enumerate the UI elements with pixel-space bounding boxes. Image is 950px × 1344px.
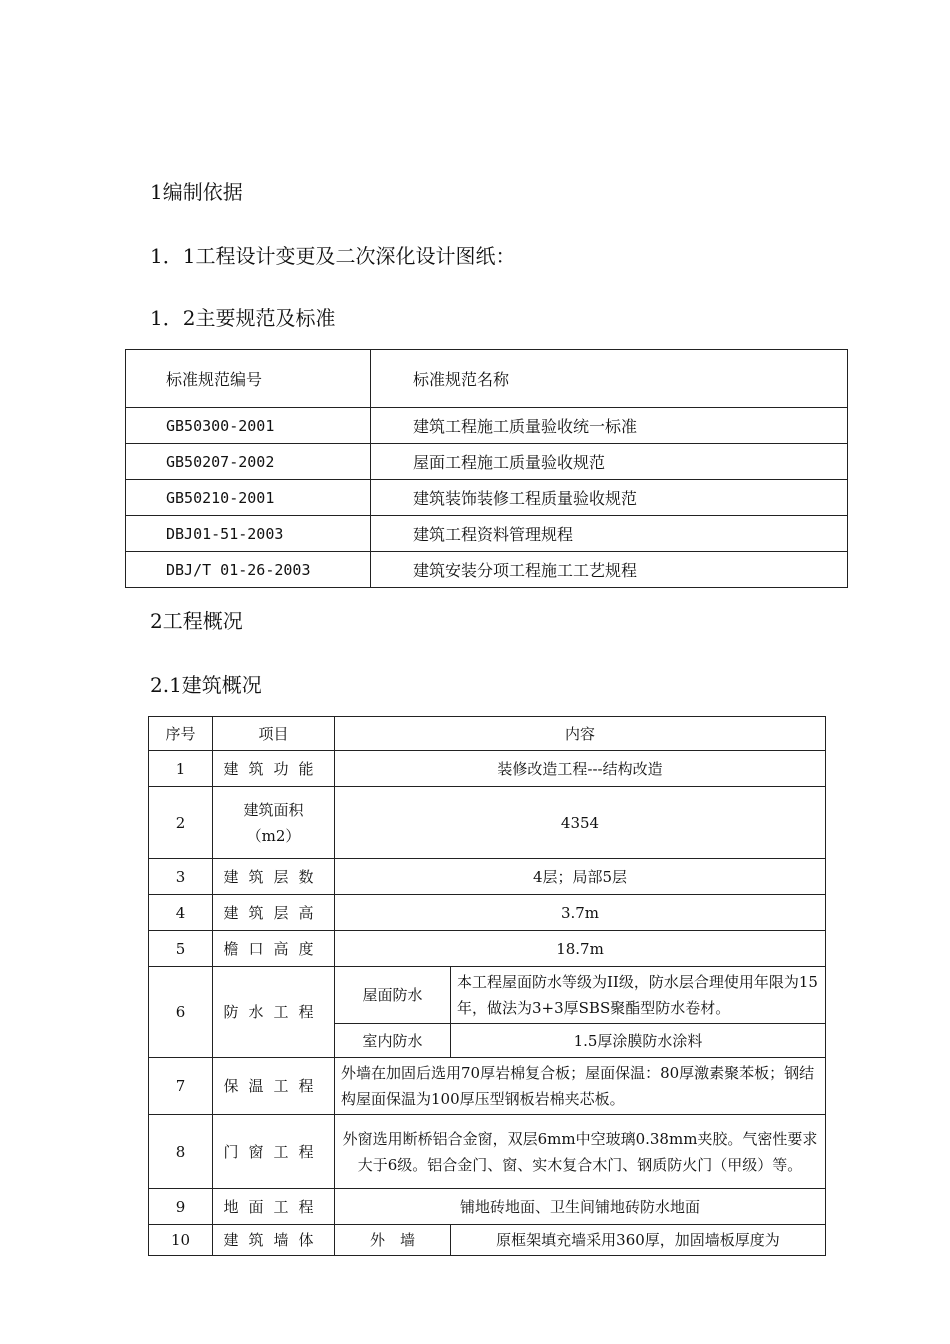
table-row — [149, 1058, 826, 1115]
table-row — [126, 516, 848, 552]
row-item-line2: （m2） — [246, 826, 301, 845]
table-row — [149, 1115, 826, 1189]
row-item-line1: 建筑面积 — [243, 800, 304, 819]
row-content: 3.7m — [335, 895, 826, 931]
row-number: 10 — [149, 1225, 213, 1256]
row-content: 18.7m — [335, 931, 826, 967]
row-item: 防水工程 — [213, 967, 335, 1058]
table-row — [149, 751, 826, 787]
table-row — [149, 967, 826, 1024]
table-row — [149, 895, 826, 931]
row-content: 本工程屋面防水等级为II级，防水层合理使用年限为15年，做法为3+3厚SBS聚酯型防水卷材。 — [451, 967, 826, 1024]
table-row — [126, 408, 848, 444]
table-header-row — [126, 350, 848, 408]
column-header-code: 标准规范编号 — [126, 350, 371, 408]
section-heading-2: 2工程概况 — [150, 609, 243, 633]
row-number: 2 — [149, 787, 213, 859]
row-number: 1 — [149, 751, 213, 787]
column-header-content: 内容 — [335, 717, 826, 751]
table-row — [149, 787, 826, 859]
table-row — [126, 552, 848, 588]
section-heading-2-1: 2.1建筑概况 — [150, 673, 262, 697]
standard-code: GB50207-2002 — [126, 444, 371, 480]
row-content: 铺地砖地面、卫生间铺地砖防水地面 — [335, 1189, 826, 1225]
row-number: 3 — [149, 859, 213, 895]
row-content: 4354 — [335, 787, 826, 859]
row-item: 建筑功能 — [213, 751, 335, 787]
row-item: 建筑层数 — [213, 859, 335, 895]
standard-code: DBJ/T 01-26-2003 — [126, 552, 371, 588]
row-content: 外窗选用断桥铝合金窗，双层6mm中空玻璃0.38mm夹胶。气密性要求大于6级。铝合金门、窗、实木复合木门、钢质防火门（甲级）等。 — [335, 1115, 826, 1189]
standard-name: 屋面工程施工质量验收规范 — [371, 444, 848, 480]
sub-item-label: 外 墙 — [335, 1225, 451, 1256]
column-header-name: 标准规范名称 — [371, 350, 848, 408]
row-content: 4层；局部5层 — [335, 859, 826, 895]
row-item: 建筑层高 — [213, 895, 335, 931]
row-content: 原框架填充墙采用360厚，加固墙板厚度为 — [451, 1225, 826, 1256]
building-overview-table — [148, 716, 826, 1256]
table-row — [149, 1225, 826, 1256]
standard-code: DBJ01-51-2003 — [126, 516, 371, 552]
row-content: 1.5厚涂膜防水涂料 — [451, 1024, 826, 1058]
row-item: 建筑墙体 — [213, 1225, 335, 1256]
column-header-no: 序号 — [149, 717, 213, 751]
section-heading-1-2: 1．2主要规范及标准 — [150, 306, 336, 330]
row-number: 8 — [149, 1115, 213, 1189]
standard-code: GB50300-2001 — [126, 408, 371, 444]
row-number: 9 — [149, 1189, 213, 1225]
row-content: 外墙在加固后选用70厚岩棉复合板；屋面保温：80厚激素聚苯板；钢结构屋面保温为100厚压型钢板岩棉夹芯板。 — [335, 1058, 826, 1115]
table-row — [149, 859, 826, 895]
standard-name: 建筑工程施工质量验收统一标准 — [371, 408, 848, 444]
column-header-item: 项目 — [213, 717, 335, 751]
row-number: 4 — [149, 895, 213, 931]
row-item: 保温工程 — [213, 1058, 335, 1115]
row-item: 门窗工程 — [213, 1115, 335, 1189]
table-row — [149, 1189, 826, 1225]
row-number: 5 — [149, 931, 213, 967]
standard-name: 建筑装饰装修工程质量验收规范 — [371, 480, 848, 516]
section-heading-1: 1编制依据 — [150, 180, 243, 204]
standard-name: 建筑安装分项工程施工工艺规程 — [371, 552, 848, 588]
row-content: 装修改造工程---结构改造 — [335, 751, 826, 787]
sub-item-label: 屋面防水 — [335, 967, 451, 1024]
table-row — [126, 444, 848, 480]
section-heading-1-1: 1．1工程设计变更及二次深化设计图纸： — [150, 244, 516, 268]
sub-item-label: 室内防水 — [335, 1024, 451, 1058]
standard-code: GB50210-2001 — [126, 480, 371, 516]
row-item: 檐口高度 — [213, 931, 335, 967]
row-number: 7 — [149, 1058, 213, 1115]
row-number: 6 — [149, 967, 213, 1058]
row-item: 地面工程 — [213, 1189, 335, 1225]
standard-name: 建筑工程资料管理规程 — [371, 516, 848, 552]
table-row — [126, 480, 848, 516]
row-item — [213, 787, 335, 859]
table-row — [149, 931, 826, 967]
table-header-row — [149, 717, 826, 751]
standards-table — [125, 349, 848, 588]
